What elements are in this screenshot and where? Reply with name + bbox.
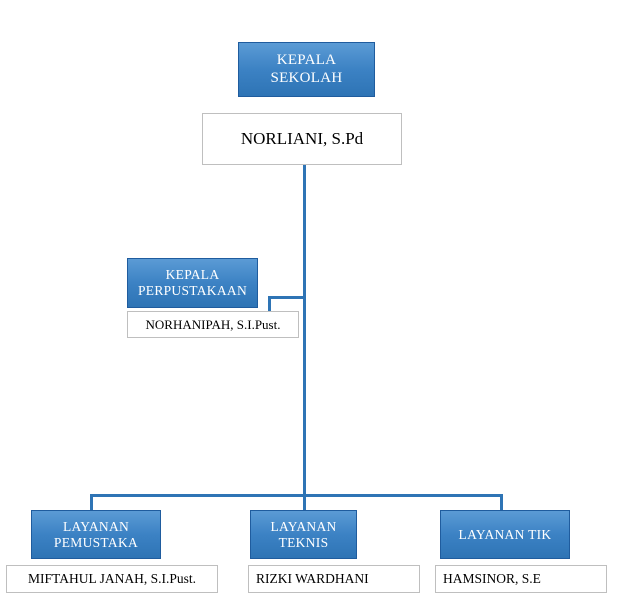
node-kepala-sekolah-title[interactable] <box>238 42 375 97</box>
node-kepala-sekolah-title-line1: KEPALA <box>276 52 337 69</box>
connector-trunk-vertical <box>303 165 306 497</box>
node-layanan-tik-title-line1: LAYANAN TIK <box>458 526 552 542</box>
node-layanan-pemustaka-title-line1: LAYANAN <box>62 518 130 534</box>
node-layanan-tik-title[interactable] <box>440 510 570 559</box>
node-kepala-perpustakaan-name-text: NORHANIPAH, S.I.Pust. <box>145 316 281 332</box>
connector-bottom-horizontal <box>90 494 503 497</box>
node-layanan-pemustaka-name[interactable] <box>6 565 218 593</box>
node-layanan-tik-name-text: HAMSINOR, S.E <box>443 571 541 586</box>
node-layanan-teknis-title[interactable] <box>250 510 357 559</box>
node-kepala-perpustakaan-title-line1: KEPALA <box>165 267 220 283</box>
node-kepala-sekolah-name[interactable] <box>202 113 402 165</box>
connector-drop-layanan-tik <box>500 494 503 511</box>
node-kepala-perpustakaan-title[interactable] <box>127 258 258 308</box>
node-kepala-sekolah-name-text: NORLIANI, S.Pd <box>240 129 364 148</box>
node-layanan-pemustaka-title-line2: PEMUSTAKA <box>53 534 139 550</box>
node-layanan-pemustaka-title[interactable] <box>31 510 161 559</box>
connector-kepala-perpustakaan-horizontal <box>268 296 306 299</box>
node-layanan-tik-name[interactable] <box>435 565 607 593</box>
node-layanan-teknis-title-line2: TEKNIS <box>278 534 329 550</box>
node-layanan-pemustaka-name-text: MIFTAHUL JANAH, S.I.Pust. <box>28 571 196 586</box>
connector-drop-layanan-pemustaka <box>90 494 93 511</box>
node-layanan-teknis-name-text: RIZKI WARDHANI <box>256 571 369 586</box>
node-layanan-teknis-name[interactable] <box>248 565 420 593</box>
node-kepala-perpustakaan-name[interactable] <box>127 311 299 338</box>
node-kepala-sekolah-title-line2: SEKOLAH <box>270 69 343 86</box>
node-kepala-perpustakaan-title-line2: PERPUSTAKAAN <box>137 283 248 298</box>
node-layanan-teknis-title-line1: LAYANAN <box>270 518 337 534</box>
connector-drop-layanan-teknis <box>303 494 306 511</box>
